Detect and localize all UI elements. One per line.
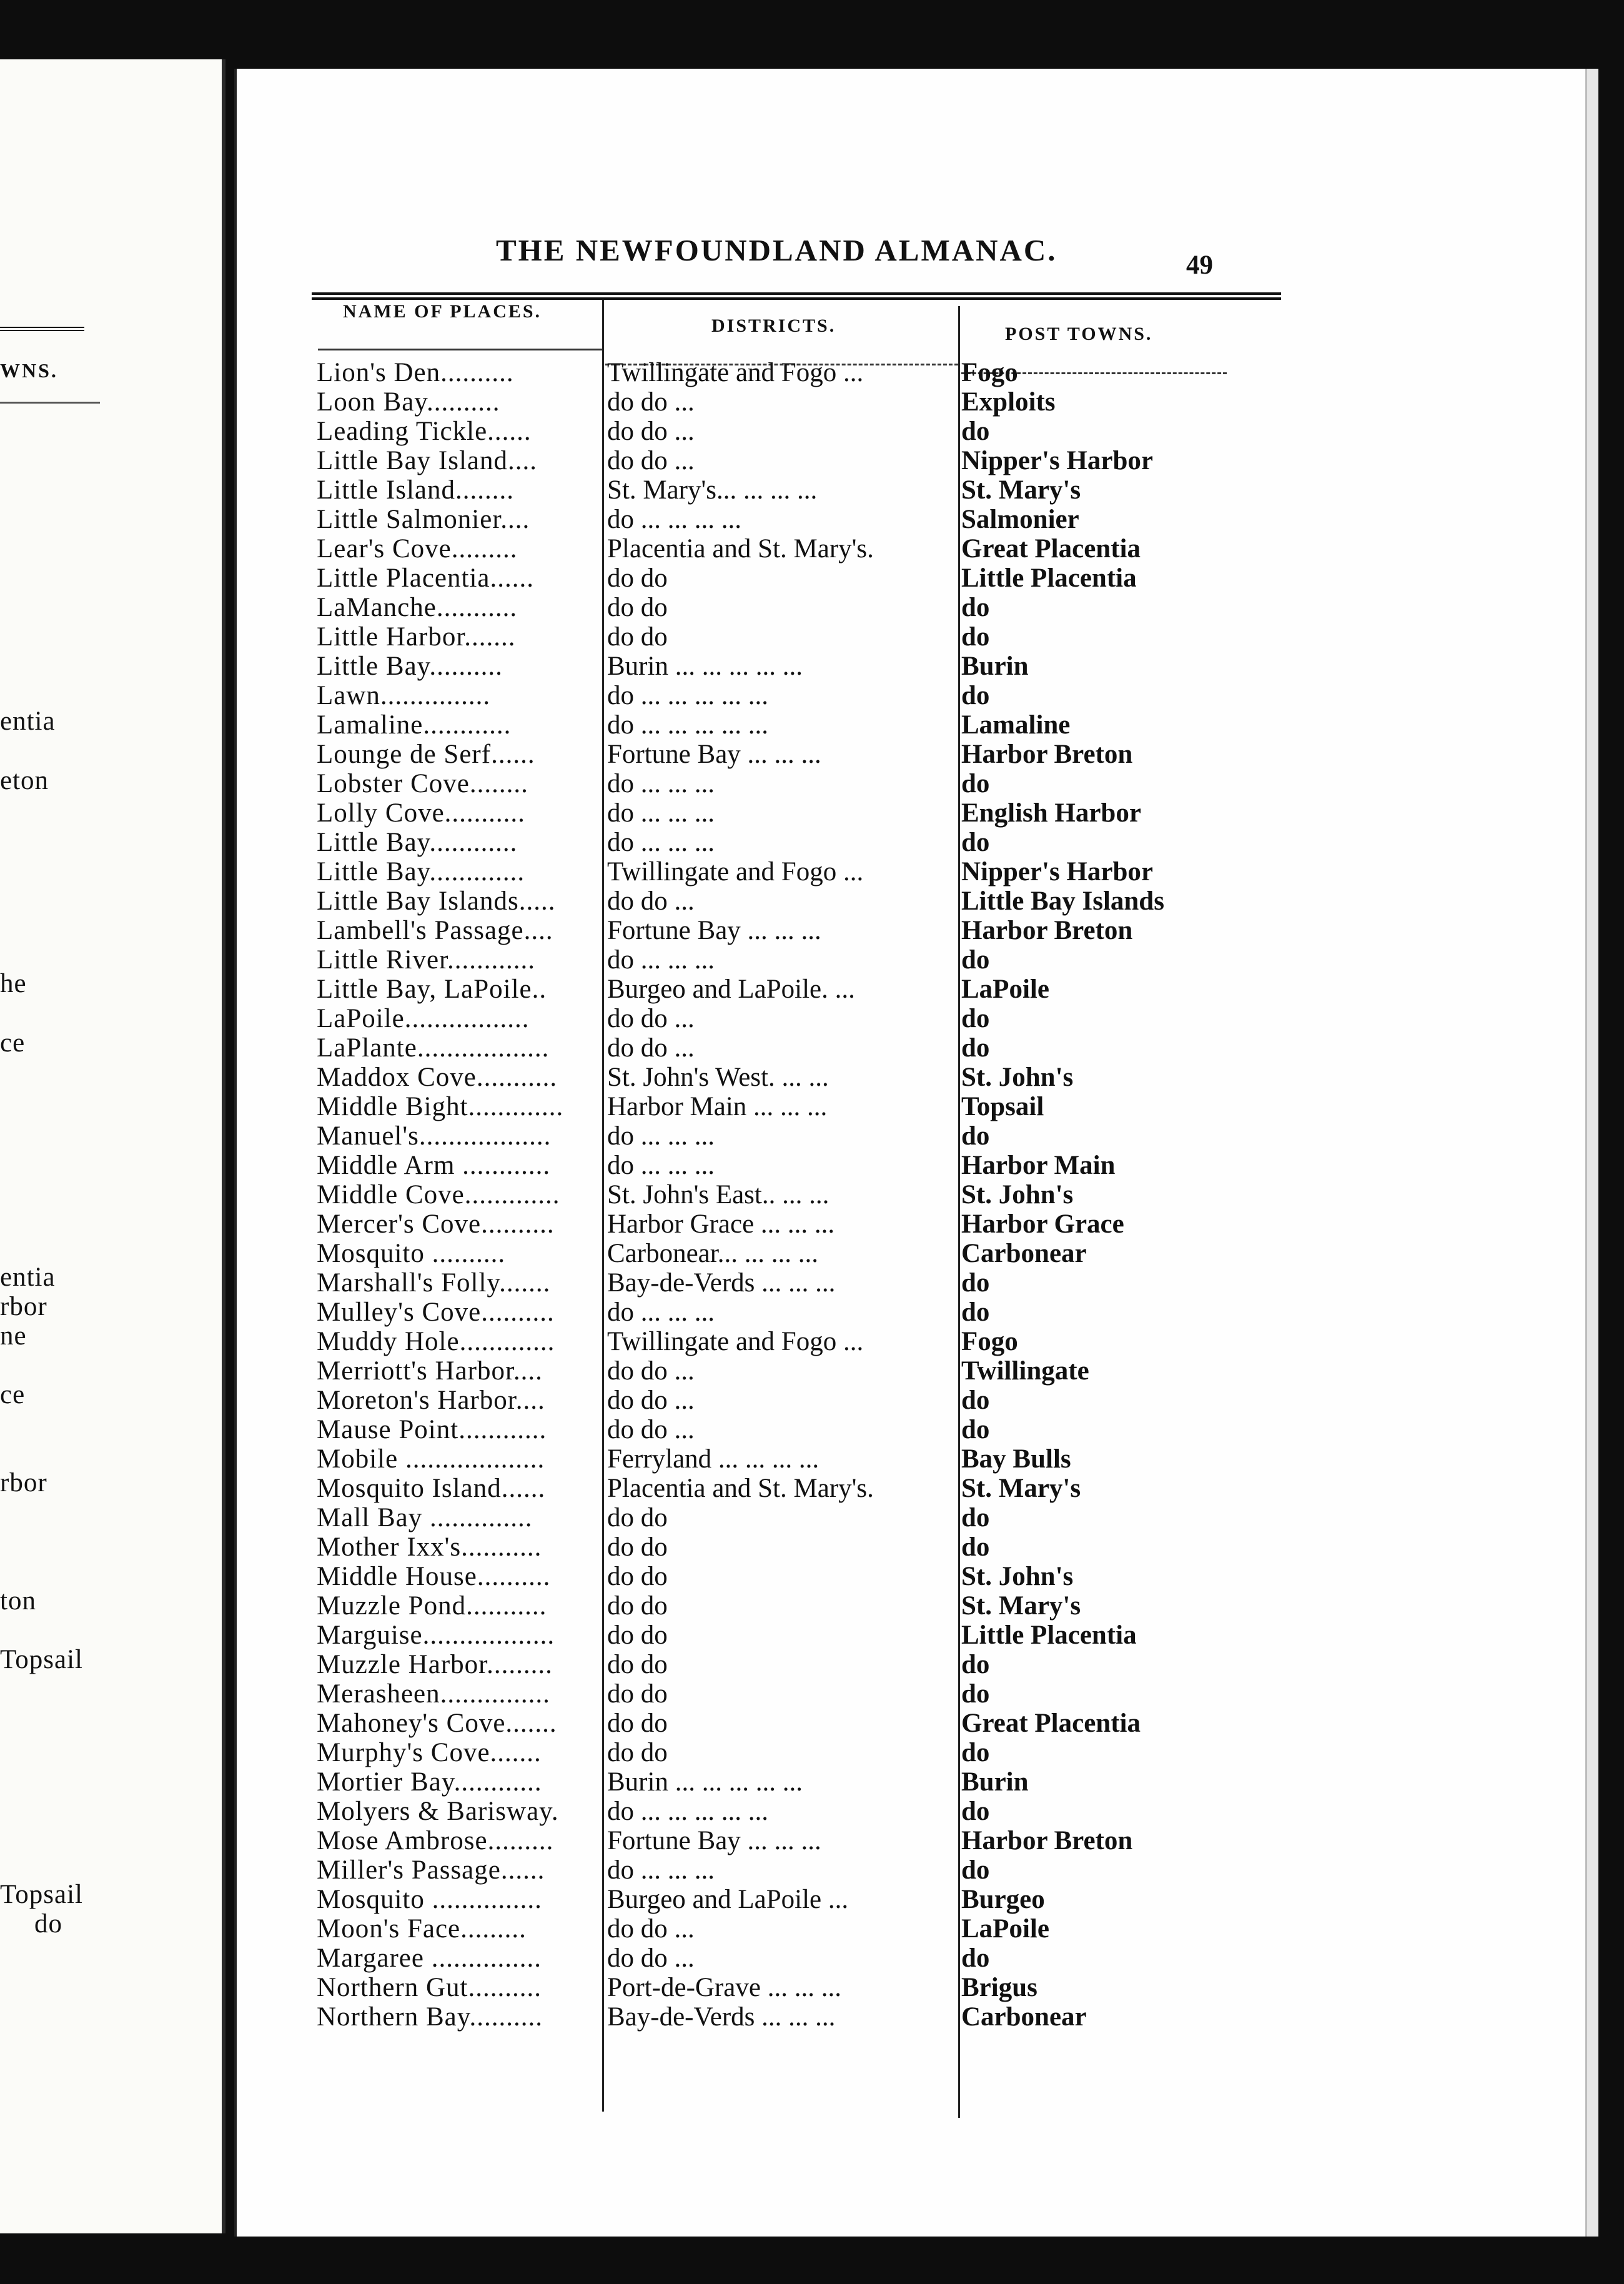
place-name: Little Bay Islands..... — [317, 886, 556, 916]
header-underline — [318, 349, 602, 350]
place-name: Lobster Cove........ — [317, 769, 528, 798]
place-name: Miller's Passage...... — [317, 1855, 545, 1885]
post-town: Little Placentia — [961, 1621, 1137, 1650]
table-row — [237, 534, 1299, 563]
district: Twillingate and Fogo ... — [607, 358, 864, 387]
place-name: Mulley's Cove.......... — [317, 1298, 555, 1327]
table-row — [237, 1326, 1299, 1356]
district: Carbonear... ... ... ... — [607, 1239, 818, 1268]
district: do do — [607, 1532, 668, 1562]
district: do ... ... ... — [607, 945, 715, 975]
post-town: do — [961, 1532, 990, 1562]
facing-page-fragment-text: do — [34, 1909, 62, 1939]
table-row — [237, 1385, 1299, 1414]
place-name: Lion's Den.......... — [317, 358, 514, 387]
district: do do ... — [607, 1386, 695, 1415]
post-town: Burin — [961, 1767, 1029, 1797]
column-header-name: NAME OF PLACES. — [343, 301, 542, 322]
table-row — [237, 1737, 1299, 1767]
post-town: Twillingate — [961, 1356, 1089, 1386]
place-name: Little Island........ — [317, 475, 514, 505]
table-row — [237, 945, 1299, 974]
post-town: St. John's — [961, 1180, 1074, 1209]
post-town: do — [961, 681, 990, 710]
district: do ... ... ... — [607, 798, 715, 828]
table-row — [237, 1620, 1299, 1649]
post-town: do — [961, 828, 990, 857]
table-row — [237, 1356, 1299, 1385]
place-name: Northern Bay.......... — [317, 2002, 543, 2032]
post-town: LaPoile — [961, 1914, 1049, 1944]
post-town: Fogo — [961, 358, 1018, 387]
table-row — [237, 1561, 1299, 1591]
post-town: St. John's — [961, 1562, 1074, 1591]
post-town: Nipper's Harbor — [961, 857, 1153, 886]
table-row — [237, 1297, 1299, 1326]
district: Burgeo and LaPoile. ... — [607, 975, 855, 1004]
post-town: Burgeo — [961, 1885, 1045, 1914]
place-name: Mall Bay .............. — [317, 1503, 533, 1532]
table-row — [237, 739, 1299, 768]
place-name: Lolly Cove........... — [317, 798, 525, 828]
place-name: Little Placentia...... — [317, 564, 534, 593]
district: Twillingate and Fogo ... — [607, 1327, 864, 1356]
district: do do ... — [607, 886, 695, 916]
district: Bay-de-Verds ... ... ... — [607, 2002, 836, 2032]
district: Port-de-Grave ... ... ... — [607, 1973, 841, 2002]
place-name: Little Bay.......... — [317, 652, 503, 681]
post-town: St. John's — [961, 1063, 1074, 1092]
facing-page-fragment-text: ce — [0, 1028, 26, 1058]
place-name: Manuel's.................. — [317, 1121, 552, 1151]
district: do ... ... ... ... ... — [607, 1797, 768, 1826]
post-town: Salmonier — [961, 505, 1079, 534]
table-row — [237, 1150, 1299, 1179]
table-row — [237, 1855, 1299, 1884]
table-row — [237, 1091, 1299, 1121]
post-town: Brigus — [961, 1973, 1037, 2002]
place-name: Merasheen............... — [317, 1679, 550, 1709]
place-name: Moreton's Harbor.... — [317, 1386, 545, 1415]
place-name: Mortier Bay............ — [317, 1767, 542, 1797]
post-town: do — [961, 593, 990, 622]
district: Fortune Bay ... ... ... — [607, 916, 821, 945]
place-name: Moon's Face......... — [317, 1914, 527, 1944]
place-name: Middle Arm ............ — [317, 1151, 551, 1180]
post-town: do — [961, 1298, 990, 1327]
facing-page-fragment — [0, 59, 225, 2233]
post-town: do — [961, 945, 990, 975]
district: do do ... — [607, 387, 695, 417]
place-name: Murphy's Cove....... — [317, 1738, 542, 1767]
place-name: Lounge de Serf...... — [317, 740, 535, 769]
place-name: Lawn............... — [317, 681, 491, 710]
district: do do ... — [607, 1356, 695, 1386]
facing-page-fragment-text: ce — [0, 1380, 26, 1409]
table-row — [237, 1121, 1299, 1150]
district: St. John's West. ... ... — [607, 1063, 829, 1092]
post-town: do — [961, 417, 990, 446]
post-town: Carbonear — [961, 1239, 1087, 1268]
district: do ... ... ... — [607, 769, 715, 798]
place-name: Maddox Cove........... — [317, 1063, 558, 1092]
table-row — [237, 1825, 1299, 1855]
district: do do — [607, 1738, 668, 1767]
table-row — [237, 475, 1299, 504]
place-name: Lamaline............ — [317, 710, 512, 740]
post-town: do — [961, 1797, 990, 1826]
table-row — [237, 1796, 1299, 1825]
table-row — [237, 1062, 1299, 1091]
post-town: do — [961, 1503, 990, 1532]
district: do do ... — [607, 1415, 695, 1444]
place-name: LaPoile................. — [317, 1004, 530, 1033]
place-name: Middle Bight............. — [317, 1092, 564, 1121]
place-name: Little Bay, LaPoile.. — [317, 975, 547, 1004]
district: Ferryland ... ... ... ... — [607, 1444, 819, 1474]
post-town: do — [961, 622, 990, 652]
place-name: Marshall's Folly....... — [317, 1268, 551, 1298]
table-row — [237, 387, 1299, 416]
post-town: do — [961, 1650, 990, 1679]
table-row — [237, 1033, 1299, 1062]
table-row — [237, 504, 1299, 534]
table-row — [237, 1972, 1299, 2002]
place-name: LaPlante.................. — [317, 1033, 550, 1063]
district: do ... ... ... ... ... — [607, 710, 768, 740]
table-row — [237, 1179, 1299, 1209]
almanac-page — [234, 69, 1598, 2237]
page-edge — [1585, 69, 1598, 2237]
district: do ... ... ... — [607, 1151, 715, 1180]
post-town: do — [961, 1679, 990, 1709]
post-town: do — [961, 1268, 990, 1298]
post-town: Harbor Breton — [961, 1826, 1133, 1855]
district: do do — [607, 1621, 668, 1650]
place-name: Little River............ — [317, 945, 536, 975]
district: do do — [607, 1679, 668, 1709]
post-town: Great Placentia — [961, 1709, 1141, 1738]
post-town: do — [961, 1738, 990, 1767]
post-town: Fogo — [961, 1327, 1018, 1356]
place-name: Little Bay............ — [317, 828, 518, 857]
table-row — [237, 1943, 1299, 1972]
table-row — [237, 416, 1299, 445]
table-row — [237, 680, 1299, 710]
table-row — [237, 1532, 1299, 1561]
facing-page-heading: WNS. — [0, 359, 58, 382]
district: do ... ... ... ... ... — [607, 681, 768, 710]
table-row — [237, 1268, 1299, 1297]
post-town: do — [961, 1386, 990, 1415]
post-town: Little Bay Islands — [961, 886, 1164, 916]
place-name: Little Bay Island.... — [317, 446, 537, 475]
facing-page-fragment-text: he — [0, 969, 27, 998]
table-row — [237, 710, 1299, 739]
place-name: LaManche........... — [317, 593, 518, 622]
district: Burin ... ... ... ... ... — [607, 1767, 803, 1797]
column-header-district: DISTRICTS. — [711, 315, 836, 336]
table-row — [237, 1238, 1299, 1268]
table-row — [237, 915, 1299, 945]
district: Burgeo and LaPoile ... — [607, 1885, 849, 1914]
district: do do — [607, 622, 668, 652]
table-row — [237, 1649, 1299, 1679]
facing-page-fragment-text: rbor — [0, 1468, 47, 1497]
post-town: do — [961, 1121, 990, 1151]
place-name: Mosquito Island...... — [317, 1474, 546, 1503]
post-town: Nipper's Harbor — [961, 446, 1153, 475]
facing-page-fragment-text: eton — [0, 766, 49, 795]
place-name: Lear's Cove......... — [317, 534, 518, 564]
district: Harbor Main ... ... ... — [607, 1092, 828, 1121]
header-double-rule — [312, 292, 1281, 300]
table-row — [237, 651, 1299, 680]
place-name: Leading Tickle...... — [317, 417, 532, 446]
post-town: Harbor Main — [961, 1151, 1116, 1180]
table-row — [237, 1708, 1299, 1737]
place-name: Little Harbor....... — [317, 622, 516, 652]
district: do do ... — [607, 446, 695, 475]
place-name: Middle Cove............. — [317, 1180, 560, 1209]
place-name: Lambell's Passage.... — [317, 916, 553, 945]
table-row — [237, 1502, 1299, 1532]
post-town: do — [961, 1944, 990, 1973]
place-name: Mobile ................... — [317, 1444, 545, 1474]
district: do ... ... ... — [607, 1298, 715, 1327]
table-row — [237, 827, 1299, 856]
place-name: Marguise.................. — [317, 1621, 555, 1650]
facing-page-fragment-text: Topsail — [0, 1880, 83, 1909]
post-town: do — [961, 1415, 990, 1444]
facing-page-fragment-text: rbor — [0, 1292, 47, 1321]
table-row — [237, 856, 1299, 886]
post-town: English Harbor — [961, 798, 1141, 828]
district: Burin ... ... ... ... ... — [607, 652, 803, 681]
place-name: Molyers & Barisway. — [317, 1797, 559, 1826]
facing-page-fragment-text: ton — [0, 1586, 36, 1616]
post-town: Lamaline — [961, 710, 1071, 740]
facing-page-subheader-rule — [0, 402, 100, 404]
place-name: Northern Gut.......... — [317, 1973, 542, 2002]
place-name: Mother Ixx's........... — [317, 1532, 542, 1562]
facing-page-fragment-text: Topsail — [0, 1645, 83, 1674]
post-town: Little Placentia — [961, 564, 1137, 593]
place-name: Mause Point............ — [317, 1415, 547, 1444]
facing-page-fragment-text: ne — [0, 1321, 27, 1351]
table-row — [237, 768, 1299, 798]
place-name: Muzzle Pond........... — [317, 1591, 547, 1621]
district: Twillingate and Fogo ... — [607, 857, 864, 886]
district: Fortune Bay ... ... ... — [607, 740, 821, 769]
post-town: Exploits — [961, 387, 1056, 417]
post-town: St. Mary's — [961, 1591, 1081, 1621]
post-town: Harbor Grace — [961, 1209, 1124, 1239]
table-row — [237, 1914, 1299, 1943]
post-town: Burin — [961, 652, 1029, 681]
place-name: Mercer's Cove.......... — [317, 1209, 555, 1239]
table-row — [237, 1591, 1299, 1620]
table-row — [237, 1003, 1299, 1033]
post-town: Topsail — [961, 1092, 1044, 1121]
post-town: do — [961, 1004, 990, 1033]
district: Placentia and St. Mary's. — [607, 1474, 874, 1503]
post-town: Harbor Breton — [961, 916, 1133, 945]
district: do do — [607, 564, 668, 593]
facing-page-header-rule — [0, 327, 84, 331]
district: do do ... — [607, 1914, 695, 1944]
post-town: Bay Bulls — [961, 1444, 1071, 1474]
district: do do ... — [607, 1944, 695, 1973]
table-row — [237, 1414, 1299, 1444]
post-town: do — [961, 1033, 990, 1063]
district: do do — [607, 593, 668, 622]
post-town: do — [961, 1855, 990, 1885]
facing-page-fragment-text: entia — [0, 707, 56, 736]
district: Placentia and St. Mary's. — [607, 534, 874, 564]
table-row — [237, 798, 1299, 827]
district: do do — [607, 1709, 668, 1738]
district: do ... ... ... — [607, 1855, 715, 1885]
table-row — [237, 1209, 1299, 1238]
table-row — [237, 445, 1299, 475]
district: do do ... — [607, 1033, 695, 1063]
page-title: THE NEWFOUNDLAND ALMANAC. — [496, 233, 1057, 267]
table-row — [237, 622, 1299, 651]
table-row — [237, 886, 1299, 915]
table-row — [237, 1679, 1299, 1708]
district: do do — [607, 1591, 668, 1621]
place-name: Mahoney's Cove....... — [317, 1709, 557, 1738]
post-town: LaPoile — [961, 975, 1049, 1004]
district: do do — [607, 1503, 668, 1532]
district: do do — [607, 1562, 668, 1591]
district: do ... ... ... ... — [607, 505, 741, 534]
table-row — [237, 2002, 1299, 2031]
place-name: Mosquito ............... — [317, 1885, 542, 1914]
district: do ... ... ... — [607, 1121, 715, 1151]
place-name: Muzzle Harbor......... — [317, 1650, 553, 1679]
table-row — [237, 563, 1299, 592]
place-name: Little Bay............. — [317, 857, 525, 886]
district: do ... ... ... — [607, 828, 715, 857]
place-name: Mosquito .......... — [317, 1239, 506, 1268]
place-name: Merriott's Harbor.... — [317, 1356, 543, 1386]
place-name: Margaree ............... — [317, 1944, 542, 1973]
district: St. Mary's... ... ... ... — [607, 475, 818, 505]
table-row — [237, 592, 1299, 622]
facing-page-fragment-text: entia — [0, 1263, 56, 1292]
place-name: Muddy Hole............. — [317, 1327, 555, 1356]
table-row — [237, 1444, 1299, 1473]
table-row — [237, 974, 1299, 1003]
district: Fortune Bay ... ... ... — [607, 1826, 821, 1855]
column-header-post-town: POST TOWNS. — [1005, 324, 1153, 344]
district: do do — [607, 1650, 668, 1679]
post-town: Great Placentia — [961, 534, 1141, 564]
post-town: St. Mary's — [961, 1474, 1081, 1503]
table-row — [237, 1473, 1299, 1502]
post-town: St. Mary's — [961, 475, 1081, 505]
post-town: do — [961, 769, 990, 798]
table-row — [237, 1767, 1299, 1796]
page-number: 49 — [1186, 251, 1213, 280]
place-name: Little Salmonier.... — [317, 505, 530, 534]
district: Harbor Grace ... ... ... — [607, 1209, 835, 1239]
post-town: Harbor Breton — [961, 740, 1133, 769]
place-name: Loon Bay.......... — [317, 387, 500, 417]
place-name: Middle House.......... — [317, 1562, 551, 1591]
table-row — [237, 1884, 1299, 1914]
district: St. John's East.. ... ... — [607, 1180, 829, 1209]
place-name: Mose Ambrose......... — [317, 1826, 554, 1855]
post-town: Carbonear — [961, 2002, 1087, 2032]
table-row — [237, 357, 1299, 387]
district: do do ... — [607, 1004, 695, 1033]
district: do do ... — [607, 417, 695, 446]
district: Bay-de-Verds ... ... ... — [607, 1268, 836, 1298]
